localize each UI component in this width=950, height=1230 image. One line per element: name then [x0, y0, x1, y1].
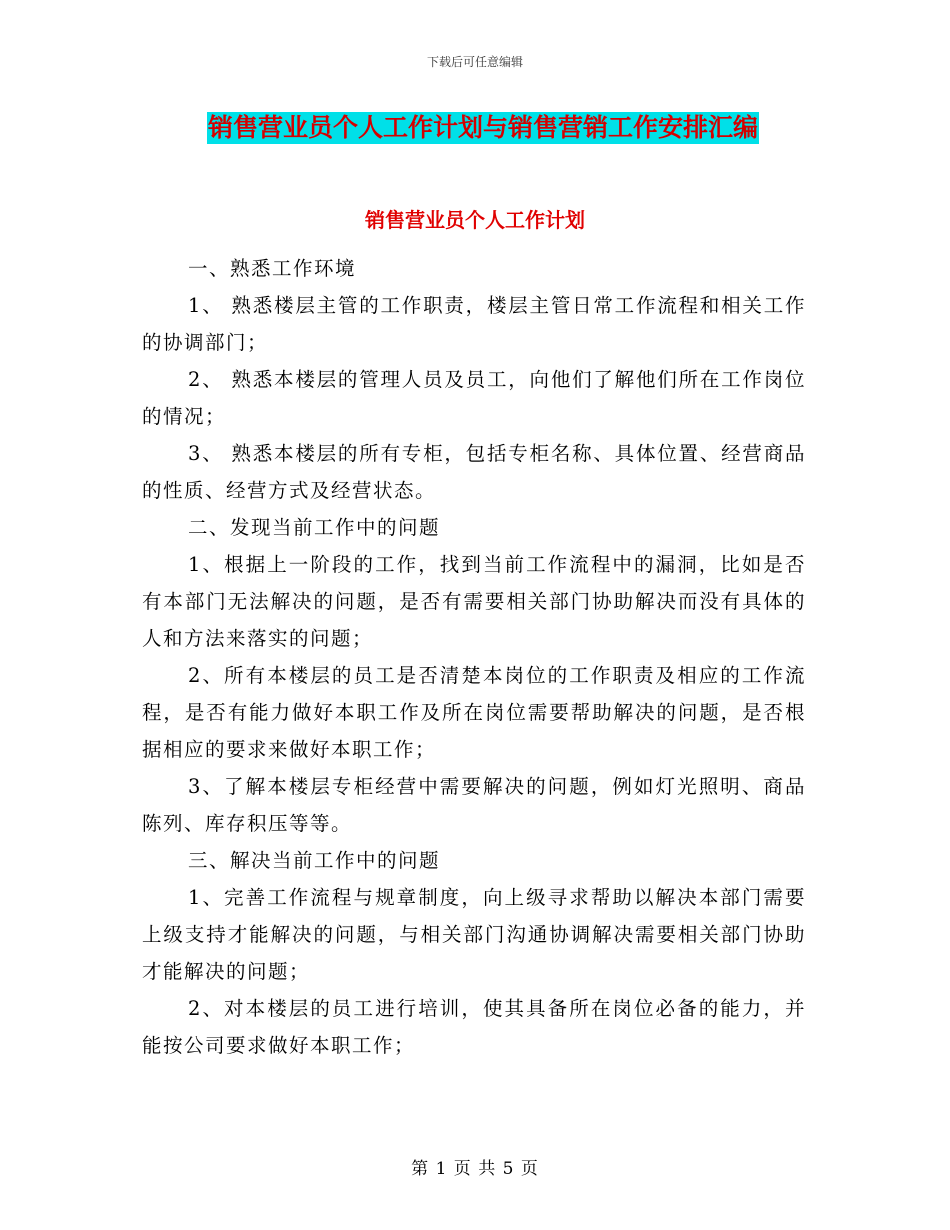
paragraph: 2、对本楼层的员工进行培训，使其具备所在岗位必备的能力，并能按公司要求做好本职工作；	[142, 997, 806, 1057]
page-header-note: 下载后可任意编辑	[426, 55, 523, 69]
page-number-footer: 第 1 页 共 5 页	[411, 1159, 539, 1179]
paragraph: 2、 熟悉本楼层的管理人员及员工，向他们了解他们所在工作岗位的情况；	[142, 368, 806, 428]
paragraph: 三、解决当前工作中的问题	[188, 849, 441, 872]
document-title: 销售营业员个人工作计划与销售营销工作安排汇编	[208, 113, 759, 142]
paragraph: 3、 熟悉本楼层的所有专柜，包括专柜名称、具体位置、经营商品的性质、经营方式及经营状态。	[142, 442, 806, 502]
paragraph: 1、根据上一阶段的工作，找到当前工作流程中的漏洞，比如是否有本部门无法解决的问题，是否有需要相关部门协助解决而没有具体的人和方法来落实的问题；	[142, 553, 806, 650]
paragraph: 2、所有本楼层的员工是否清楚本岗位的工作职责及相应的工作流程，是否有能力做好本职工作及所在岗位需要帮助解决的问题，是否根据相应的要求来做好本职工作；	[142, 664, 806, 761]
paragraph: 3、了解本楼层专柜经营中需要解决的问题，例如灯光照明、商品陈列、库存积压等等。	[142, 775, 806, 835]
paragraph: 1、 熟悉楼层主管的工作职责，楼层主管日常工作流程和相关工作的协调部门；	[142, 294, 806, 354]
paragraph: 二、发现当前工作中的问题	[188, 516, 441, 539]
paragraph: 1、完善工作流程与规章制度，向上级寻求帮助以解决本部门需要上级支持才能解决的问题，与相关部门沟通协调解决需要相关部门协助才能解决的问题；	[142, 886, 806, 983]
document-body	[142, 250, 806, 1064]
paragraph: 一、熟悉工作环境	[188, 257, 357, 280]
section-title: 销售营业员个人工作计划	[365, 208, 585, 232]
